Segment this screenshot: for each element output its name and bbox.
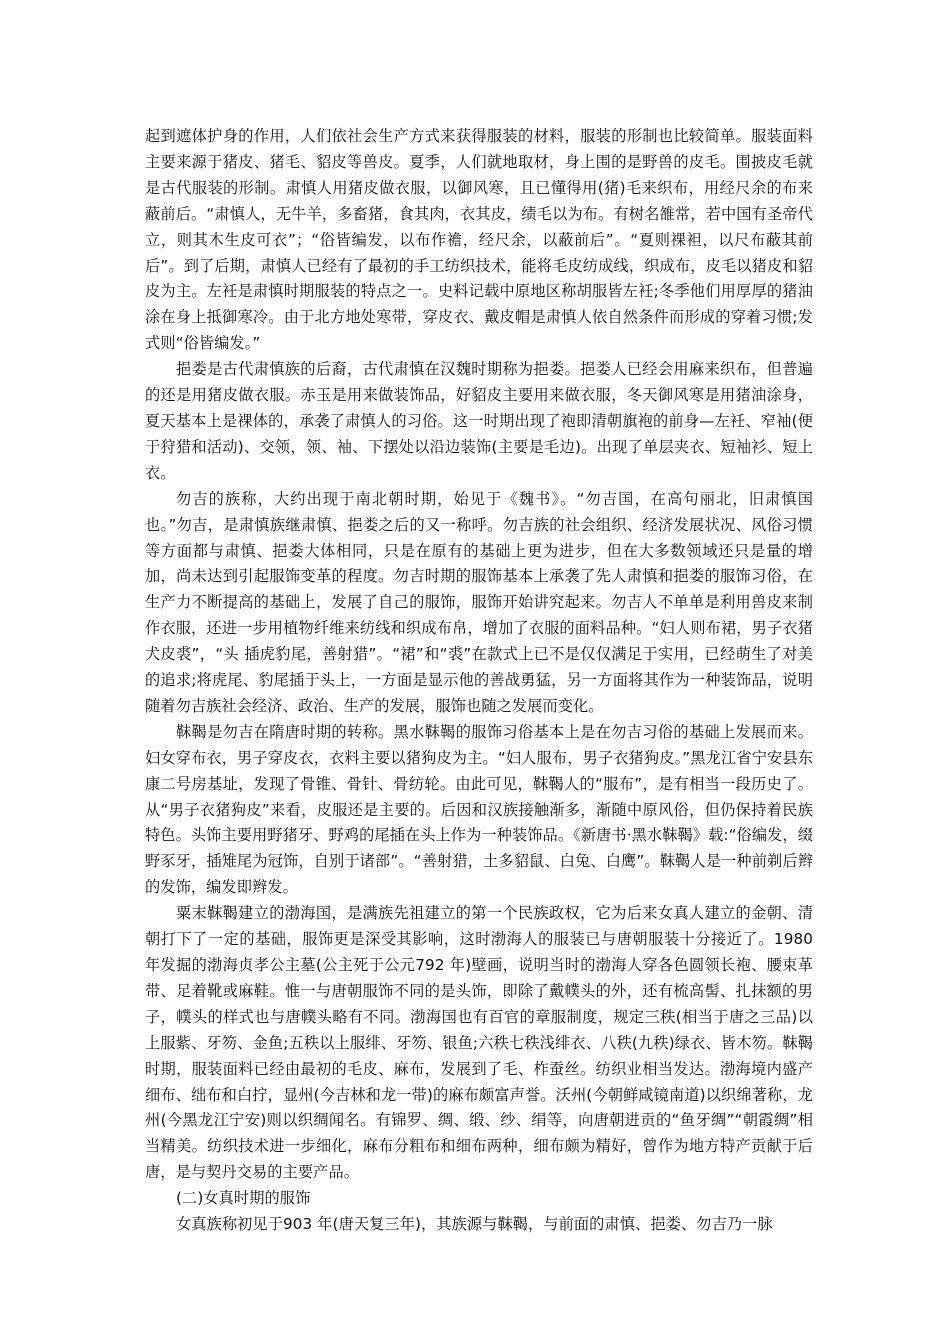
paragraph-sushen-clothing: 起到遮体护身的作用，人们依社会生产方式来获得服装的材料，服装的形制也比较简单。服装面料主要来源于猪皮、猪毛、貂皮等兽皮。夏季，人们就地取材，身上围的是野兽的皮毛。围披皮毛就是古代服装的形制。肃慎人用猪皮做衣服，以御风寒，且已懂得用(猪)毛来织布，用经尺余的布来蔽前后。“肃慎人，无牛羊，多畜猪，食其肉，衣其皮，绩毛以为布。有树名雒常，若中国有圣帝代立，则其木生皮可衣”；“俗皆编发，以布作襜，经尺余，以蔽前后”。“夏则裸袒，以尺布蔽其前后”。到了后期，肃慎人已经有了最初的手工纺织技术，能将毛皮纺成线，织成布，皮毛以猪皮和貂皮为主。左衽是肃慎时期服装的特点之一。史料记载中原地区称胡服皆左衽;冬季他们用厚厚的猪油涂在身上抵御寒冷。由于北方地处寒带，穿皮衣、戴皮帽是肃慎人依自然条件而形成的穿着习惯;发式则“俗皆编发。” xyxy=(145,127,813,353)
paragraph-jurchen-intro: 女真族称初见于903 年(唐天复三年)，其族源与靺鞨，与前面的肃慎、挹娄、勿吉乃一脉 xyxy=(176,1215,773,1234)
section-heading-jurchen: (二)女真时期的服饰 xyxy=(176,1189,311,1208)
paragraph-bohai-clothing: 粟末靺鞨建立的渤海国，是满族先祖建立的第一个民族政权，它为后来女真人建立的金朝、清朝打下了一定的基础，服饰更是深受其影响，这时渤海人的服装已与唐朝服装十分接近了。1980 年发掘的渤海贞孝公主墓(公主死于公元792 年)壁画，说明当时的渤海人穿各色圆领长袍、腰束革带、足着靴或麻鞋。惟一与唐朝服饰不同的是头饰，即除了戴幞头的外，还有梳高髻、扎抹额的男子，幞头的样式也与唐幞头略有不同。渤海国也有百官的章服制度，规定三秩(相当于唐之三品)以上服紫、牙笏、金鱼;五秩以上服绯、牙笏、银鱼;六秩七秩浅绯衣、八秩(九秩)绿衣、皆木笏。靺鞨时期，服装面料已经由最初的毛皮、麻布，发展到了毛、柞蚕丝。纺织业相当发达。渤海境内盛产细布、绌布和白拧，显州(今吉林和龙一带)的麻布颇富声誉。沃州(今朝鲜咸镜南道)以织绵著称，龙州(今黑龙江宁安)则以织绸闻名。有锦罗、绸、缎、纱、绢等，向唐朝进贡的“鱼牙绸”“朝霞绸”相当精美。纺织技术进一步细化，麻布分粗布和细布两种，细布颇为精好，曾作为地方特产贡献于后唐，是与契丹交易的主要产品。 xyxy=(145,904,814,1182)
paragraph-yilou-clothing: 挹娄是古代肃慎族的后裔，古代肃慎在汉魏时期称为挹娄。挹娄人已经会用麻来织布，但普遍的还是用猪皮做衣服。赤玉是用来做装饰品，好貂皮主要用来做衣服，冬天御风寒是用猪油涂身，夏天基本上是裸体的，承袭了肃慎人的习俗。这一时期出现了袍即清朝旗袍的前身—左衽、窄袖(便于狩猎和活动)、交领，领、袖、下摆处以沿边装饰(主要是毛边)。出现了单层夹衣、短袖衫、短上衣。 xyxy=(145,360,813,482)
body-text xyxy=(145,124,813,1238)
paragraph-wuji-clothing: 勿吉的族称，大约出现于南北朝时期，始见于《魏书》。“勿吉国，在高句丽北，旧肃慎国也。”勿吉，是肃慎族继肃慎、挹娄之后的又一称呼。勿吉族的社会组织、经济发展状况、风俗习惯等方面都与肃慎、挹娄大体相同，只是在原有的基础上更为进步，但在大多数领域还只是量的增加，尚未达到引起服饰变革的程度。勿吉时期的服饰基本上承袭了先人肃慎和挹娄的服饰习俗，在生产力不断提高的基础上，发展了自己的服饰，服饰开始讲究起来。勿吉人不单单是利用兽皮来制作衣服，还进一步用植物纤维来纺线和织成布帛，增加了衣服的面料品种。“妇人则布裙，男子衣猪犬皮裘”，“头 插虎豹尾，善射猎”。“裙”和“裘”在款式上已不是仅仅满足于实用，已经萌生了对美的追求;将虎尾、豹尾插于头上，一方面是显示他的善战勇猛，另一方面将其作为一种装饰品，说明随着勿吉族社会经济、政治、生产的发展，服饰也随之发展而变化。 xyxy=(145,489,813,715)
paragraph-mohe-clothing: 靺鞨是勿吉在隋唐时期的转称。黑水靺鞨的服饰习俗基本上是在勿吉习俗的基础上发展而来。妇女穿布衣，男子穿皮衣，衣料主要以猪狗皮为主。“妇人服布，男子衣猪狗皮。”黑龙江省宁安县东康二号房基址，发现了骨锥、骨针、骨纺轮。由此可见，靺鞨人的“服布”，是有相当一段历史了。从“男子衣猪狗皮”来看，皮服还是主要的。后因和汉族接触渐多，渐随中原风俗，但仍保持着民族特色。头饰主要用野猪牙、野鸡的尾插在头上作为一种装饰品。《新唐书·黑水靺鞨》载:“俗编发，缀野豕牙，插雉尾为冠饰，自别于诸部”。“善射猎，土多貂鼠、白兔、白鹰”。靺鞨人是一种前剃后辫的发饰，编发即辫发。 xyxy=(145,722,813,897)
